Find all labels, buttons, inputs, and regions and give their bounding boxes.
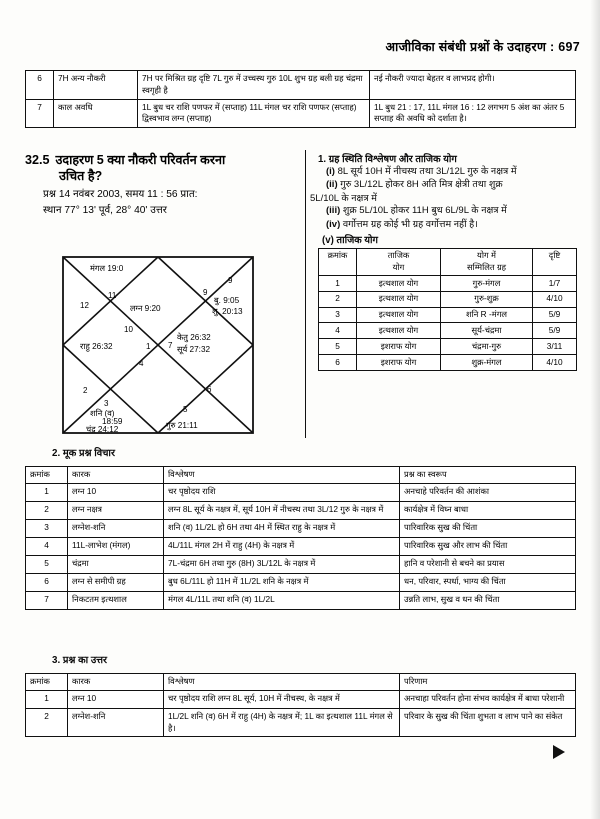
col-header-drishti: दृष्टि [533, 248, 577, 276]
col-header-yoga-l2: योग [392, 261, 405, 272]
item-marker: (v) [322, 234, 334, 246]
table-row [26, 537, 576, 555]
row-karak: काल अवधि [54, 99, 138, 128]
section2-heading: 2. मूक प्रश्न विचार [52, 448, 115, 459]
cell-nature: धन, परिवार, स्पर्धा, भाग्य की चिंता [400, 573, 576, 591]
kundli-planet-ketu: केतु 26:32 [177, 333, 211, 342]
table-row [319, 291, 577, 307]
cell-planets: गुरु-शुक्र [441, 291, 533, 307]
cell-karak: 11L-लाभेश (मंगल) [68, 537, 164, 555]
kundli-house-3: 3 [104, 399, 109, 408]
col-header-serial: क्रमांक [26, 467, 68, 484]
cell-karak: लग्नेश-शनि [68, 519, 164, 537]
cell-karak: लग्न 10 [68, 690, 164, 708]
kundli-planet-guru: गुरु 21:11 [166, 421, 198, 430]
row-result: 1L बुध 21 : 17, 11L मंगल 16 : 12 लगभग 5 अंश का अंतर 5 सप्ताह की अवधि को दर्शाता है। [370, 99, 576, 128]
cell-serial: 5 [26, 555, 68, 573]
cell-yoga: इत्थशाल योग [357, 276, 441, 292]
section1-item-ii [318, 179, 576, 192]
table-row [319, 355, 577, 371]
page-header: आजीविका संबंधी प्रश्नों के उदाहरण : 697 [385, 40, 580, 54]
col-header-result: परिणाम [400, 674, 576, 691]
kundli-planet-shukra: शु. 20:13 [212, 307, 243, 316]
example-number: 32.5 [25, 153, 50, 167]
cell-karak: लग्न से समीपी ग्रह [68, 573, 164, 591]
kundli-planet-rahu: राहु 26:32 [80, 342, 113, 351]
section1-item-v [322, 233, 576, 246]
col-header-nature: प्रश्न का स्वरूप [400, 467, 576, 484]
cell-result: अनचाहा परिवर्तन होना संभव कार्यक्षेत्र में बाधा परेशानी [400, 690, 576, 708]
cell-analysis: चर पृष्ठोदय राशि [164, 483, 400, 501]
item-text: गुरु 3L/12L होकर 8H अति मित्र क्षेत्री तथा शुक्र [340, 179, 503, 191]
row-karak: 7H अन्य नौकरी [54, 71, 138, 100]
table-row [319, 339, 577, 355]
table-header-row [26, 467, 576, 484]
item-marker: (iv) [326, 218, 341, 230]
col-header-karak: कारक [68, 467, 164, 484]
table-row [319, 307, 577, 323]
col-header-karak: कारक [68, 674, 164, 691]
kundli-house-4: 4 [139, 359, 144, 368]
table-row [26, 483, 576, 501]
col-header-yoga-l1: ताजिक [387, 250, 410, 261]
cell-planets: चंद्रमा-गुरु [441, 339, 533, 355]
col-header-yoga [357, 248, 441, 276]
cell-serial: 4 [26, 537, 68, 555]
col-header-planets-l1: योग में [477, 250, 496, 261]
cell-analysis: 1L/2L शनि (व) 6H में राहु (4H) के नक्षत्र में; 1L का इत्थशाल 11L मंगल से है। [164, 708, 400, 737]
col-header-planets-l2: सम्मिलित ग्रह [466, 261, 507, 272]
cell-serial: 2 [26, 708, 68, 737]
section1-item-ii-cont: 5L/10L के नक्षत्र में [310, 192, 377, 204]
cell-drishti: 5/9 [533, 307, 577, 323]
cell-drishti: 4/10 [533, 355, 577, 371]
cell-planets: शुक्र-मंगल [441, 355, 533, 371]
example-heading [25, 152, 297, 184]
cell-nature: पारिवारिक सुख की चिंता [400, 519, 576, 537]
kundli-house-7: 7 [168, 341, 173, 350]
col-header-serial: क्रमांक [319, 248, 357, 276]
cell-nature: हानि व परेशानी से बचने का प्रयास [400, 555, 576, 573]
cell-serial: 2 [26, 501, 68, 519]
cell-analysis: चर पृष्ठोदय राशि लग्न 8L सूर्य, 10H में नीचस्थ, के नक्षत्र में [164, 690, 400, 708]
cell-drishti: 4/10 [533, 291, 577, 307]
kundli-planet-chandra: चंद्र 24:12 [86, 425, 119, 434]
item-marker: (i) [326, 166, 335, 177]
item-text: वर्गोत्तम ग्रह कोई भी ग्रह वर्गोत्तम नहीं है। [342, 218, 478, 230]
cell-analysis: लग्न 8L सूर्य के नक्षत्र में, सूर्य 10H में नीचस्थ तथा 3L/12 गुरु के नक्षत्र में [164, 501, 400, 519]
col-header-analysis: विश्लेषण [164, 467, 400, 484]
cell-nature: अनचाहे परिवर्तन की आशंका [400, 483, 576, 501]
cell-serial: 5 [319, 339, 357, 355]
cell-analysis: बुध 6L/11L हो 11H में 1L/2L शनि के नक्षत्र में [164, 573, 400, 591]
cell-karak: चंद्रमा [68, 555, 164, 573]
cell-drishti: 5/9 [533, 323, 577, 339]
cell-result: परिवार के सुख की चिंता शुभता व लाभ पाने का संकेत [400, 708, 576, 737]
cell-yoga: इशराफ योग [357, 355, 441, 371]
cell-serial: 2 [319, 291, 357, 307]
cell-drishti: 3/11 [533, 339, 577, 355]
cell-serial: 1 [26, 483, 68, 501]
section1-item-iv [318, 219, 576, 232]
cell-planets: सूर्य-चंद्रमा [441, 323, 533, 339]
kundli-house-1: 1 [146, 342, 151, 351]
tajik-yoga-table [318, 248, 577, 371]
play-triangle-icon [553, 745, 565, 759]
cell-yoga: इत्थशाल योग [357, 323, 441, 339]
kundli-house-6: 6 [207, 385, 212, 394]
cell-nature: पारिवारिक सुख और लाभ की चिंता [400, 537, 576, 555]
cell-planets: गुरु-मंगल [441, 276, 533, 292]
cell-planets: शनि R -मंगल [441, 307, 533, 323]
table-header-row [26, 674, 576, 691]
col-header-serial: क्रमांक [26, 674, 68, 691]
kundli-svg [62, 256, 254, 434]
kundli-planet-mangal: मंगल 19:0 [90, 264, 124, 273]
table-header-row [319, 248, 577, 276]
cell-serial: 6 [26, 573, 68, 591]
column-divider [305, 150, 306, 438]
table-row [26, 708, 576, 737]
kundli-planet-surya: सूर्य 27:32 [177, 345, 211, 354]
table-row [26, 519, 576, 537]
cell-yoga: इत्थशाल योग [357, 291, 441, 307]
kundli-house-10: 10 [124, 325, 133, 334]
cell-serial: 3 [319, 307, 357, 323]
section1-item-i [318, 166, 576, 179]
table-row [26, 690, 576, 708]
table-row [26, 501, 576, 519]
section3-heading: 3. प्रश्न का उत्तर [52, 655, 108, 666]
cell-analysis: शनि (व) 1L/2L हो 6H तथा 4H में स्थित राहु के नक्षत्र में [164, 519, 400, 537]
kundli-planet-shani: शनि (व) [90, 409, 115, 418]
cell-drishti: 1/7 [533, 276, 577, 292]
right-column [310, 152, 576, 371]
cell-serial: 1 [319, 276, 357, 292]
col-header-analysis: विश्लेषण [164, 674, 400, 691]
example-title-line2: उचित है? [59, 169, 103, 184]
continuation-table [25, 70, 576, 128]
prashna-uttar-table [25, 673, 576, 737]
item-text: 8L सूर्य 10H में नीचस्थ तथा 3L/12L गुरु के नक्षत्र में [337, 166, 517, 177]
kundli-planet-lagna: लग्न 9:20 [130, 304, 161, 313]
cell-serial: 1 [26, 690, 68, 708]
item-marker: (iii) [326, 205, 341, 217]
question-datetime: प्रश्न 14 नवंबर 2003, समय 11 : 56 प्रात: [43, 189, 198, 201]
cell-yoga: इशराफ योग [357, 339, 441, 355]
row-analysis: 7H पर मिश्रित ग्रह दृष्टि 7L गुरु में उच्चस्थ गुरु 10L शुभ ग्रह बली ग्रह चंद्रमा स्वगृही है [138, 71, 370, 100]
cell-karak: लग्नेश-शनि [68, 708, 164, 737]
table-row [26, 555, 576, 573]
item-marker: (ii) [326, 179, 338, 191]
kundli-house-11: 11 [108, 291, 117, 300]
cell-karak: निकटतम इत्थशाल [68, 591, 164, 609]
kundli-house-12: 12 [80, 301, 89, 310]
item-text: ताजिक योग [336, 234, 378, 246]
cell-serial: 7 [26, 591, 68, 609]
table-row [26, 71, 576, 100]
example-title-line1: उदाहरण 5 क्या नौकरी परिवर्तन करना [55, 153, 226, 167]
cell-analysis: 4L/11L मंगल 2H में राहु (4H) के नक्षत्र में [164, 537, 400, 555]
table-row [26, 573, 576, 591]
cell-nature: कार्यक्षेत्र में विघ्न बाधा [400, 501, 576, 519]
item-text: शुक्र 5L/10L होकर 11H बुध 6L/9L के नक्षत्र में [342, 205, 507, 217]
kundli-house-5: 5 [183, 405, 188, 414]
kundli-planet-shani-deg: 18:59 [102, 417, 123, 426]
cell-nature: उन्नति लाभ, सुख व धन की चिंता [400, 591, 576, 609]
question-place: स्थान 77° 13' पूर्व, 28° 40' उत्तर [43, 205, 167, 216]
kundli-house-9b: 9 [228, 276, 233, 285]
row-analysis: 1L बुध चर राशि पणफर में (सप्ताह) 11L मंगल चर राशि पणफर (सप्ताह) द्विस्वभाव लग्न (सप्ताह) [138, 99, 370, 128]
cell-karak: लग्न 10 [68, 483, 164, 501]
cell-analysis: मंगल 4L/11L तथा शनि (व) 1L/2L [164, 591, 400, 609]
table-row [319, 276, 577, 292]
section1-item-iii [318, 205, 576, 218]
kundli-chart [62, 256, 254, 434]
table-row [26, 591, 576, 609]
section1-heading: 1. ग्रह स्थिति विश्लेषण और ताजिक योग [318, 154, 457, 165]
table-row [26, 99, 576, 128]
cell-karak: लग्न नक्षत्र [68, 501, 164, 519]
row-result: नई नौकरी ज्यादा बेहतर व लाभप्रद होगी। [370, 71, 576, 100]
kundli-planet-budh: बु. 9:05 [214, 296, 240, 305]
col-header-planets [441, 248, 533, 276]
mook-prashna-table [25, 466, 576, 610]
kundli-house-2: 2 [83, 386, 88, 395]
kundli-house-9a: 9 [203, 288, 208, 297]
cell-serial: 6 [319, 355, 357, 371]
row-number: 7 [26, 99, 54, 128]
page-edge-shadow [590, 0, 600, 819]
row-number: 6 [26, 71, 54, 100]
cell-yoga: इत्थशाल योग [357, 307, 441, 323]
left-column [25, 152, 297, 219]
cell-serial: 3 [26, 519, 68, 537]
cell-analysis: 7L-चंद्रमा 6H तथा गुरु (8H) 3L/12L के नक्षत्र में [164, 555, 400, 573]
cell-serial: 4 [319, 323, 357, 339]
table-row [319, 323, 577, 339]
